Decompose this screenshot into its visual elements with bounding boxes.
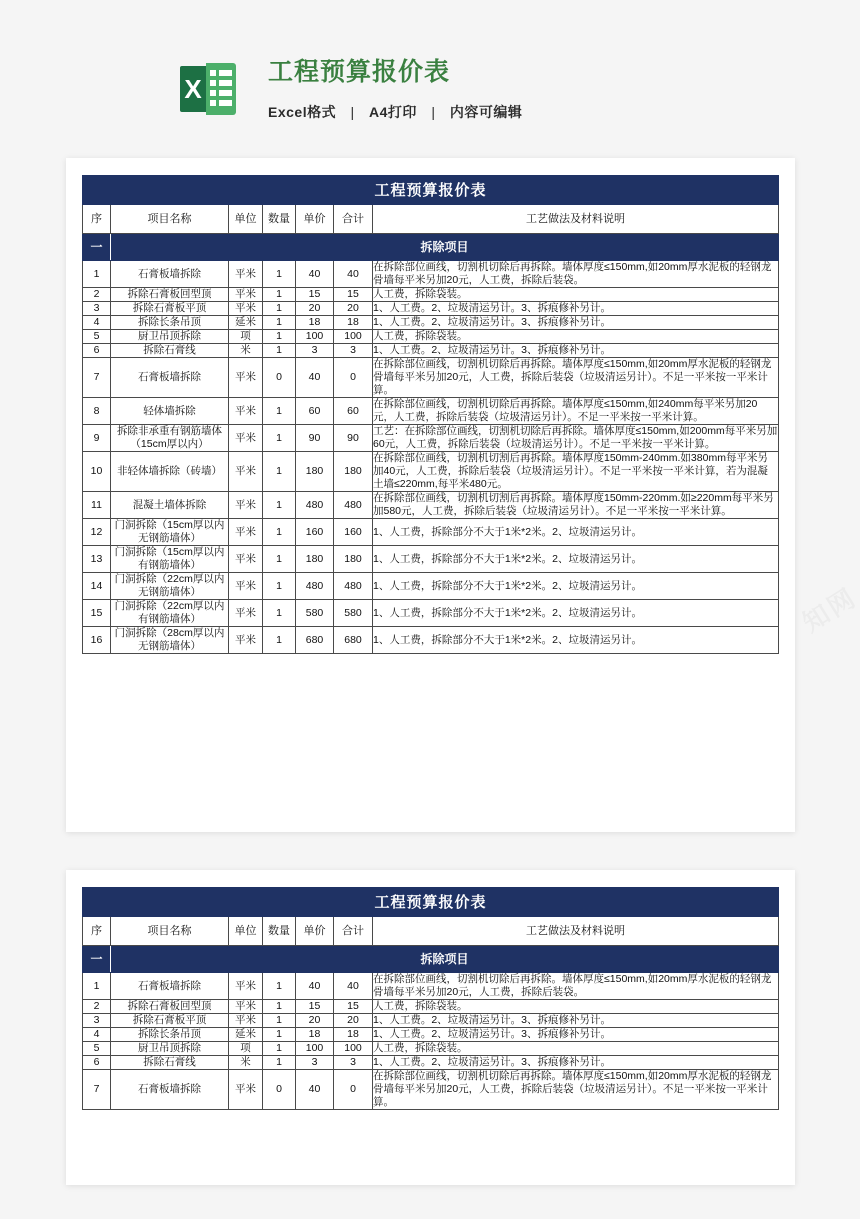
spreadsheet-sheet-2 (82, 887, 778, 1110)
cell-desc[interactable]: 1、人工费。2、垃圾清运另计。3、拆痕修补另计。 (373, 1028, 779, 1042)
cell-desc[interactable]: 在拆除部位画线，切割机切除后再拆除。墙体厚度≤150mm,如20mm厚水泥板的轻钢龙骨墙每平米另加20元，人工费，拆除后装袋（垃圾清运另计）。不足一平米按一平米计算。 (373, 1070, 779, 1110)
cell-qty[interactable]: 1 (263, 1042, 296, 1056)
cell-unit[interactable]: 平米 (229, 398, 263, 425)
cell-price[interactable]: 480 (296, 492, 334, 519)
cell-price[interactable]: 100 (296, 330, 334, 344)
excel-icon-grid-cell (219, 90, 232, 96)
section-label: 拆除项目 (111, 946, 779, 973)
cell-seq[interactable]: 3 (83, 1014, 111, 1028)
cell-sum[interactable]: 15 (334, 1000, 373, 1014)
cell-qty[interactable]: 1 (263, 973, 296, 1000)
table-row[interactable] (83, 1014, 779, 1028)
section-index: 一 (83, 946, 111, 973)
cell-desc[interactable]: 在拆除部位画线，切割机切割后再拆除。墙体厚度150mm-240mm.如380mm每平米另加40元，人工费，拆除后装袋（垃圾清运另计）。不足一平米按一平米计算，若为混凝土墙≤220mm,每平米480元。 (373, 452, 779, 492)
cell-name[interactable]: 拆除长条吊顶 (111, 316, 229, 330)
cell-qty[interactable]: 0 (263, 358, 296, 398)
excel-file-icon (180, 63, 236, 115)
cell-desc[interactable]: 在拆除部位画线，切割机切除后再拆除。墙体厚度≤150mm,如20mm厚水泥板的轻钢龙骨墙每平米另加20元，人工费，拆除后装袋。 (373, 973, 779, 1000)
cell-qty[interactable]: 1 (263, 573, 296, 600)
column-header-qty: 数量 (263, 917, 296, 946)
cell-name[interactable]: 拆除石膏板回型顶 (111, 288, 229, 302)
watermark (795, 577, 860, 639)
cell-desc[interactable]: 在拆除部位画线，切割机切除后再拆除。墙体厚度≤150mm,如240mm每平米另加20元，人工费，拆除后装袋（垃圾清运另计）。不足一平米按一平米计算。 (373, 398, 779, 425)
cell-desc[interactable]: 1、人工费。2、垃圾清运另计。3、拆痕修补另计。 (373, 1014, 779, 1028)
cell-sum[interactable]: 180 (334, 546, 373, 573)
preview-page-2 (66, 870, 795, 1185)
cell-name[interactable]: 拆除石膏板回型顶 (111, 1000, 229, 1014)
cell-seq[interactable]: 3 (83, 302, 111, 316)
cell-seq[interactable]: 4 (83, 1028, 111, 1042)
cell-price[interactable]: 3 (296, 344, 334, 358)
column-header-name: 项目名称 (111, 205, 229, 234)
table-row[interactable] (83, 1042, 779, 1056)
excel-icon-grid-cell (219, 100, 232, 106)
cell-price[interactable]: 480 (296, 573, 334, 600)
cell-price[interactable]: 40 (296, 261, 334, 288)
cell-unit[interactable]: 平米 (229, 492, 263, 519)
cell-desc[interactable]: 1、人工费，拆除部分不大于1米*2米。2、垃圾清运另计。 (373, 573, 779, 600)
cell-seq[interactable]: 6 (83, 1056, 111, 1070)
section-label: 拆除项目 (111, 234, 779, 261)
cell-name[interactable]: 厨卫吊顶拆除 (111, 330, 229, 344)
cell-name[interactable]: 拆除石膏板平顶 (111, 302, 229, 316)
cell-seq[interactable]: 4 (83, 316, 111, 330)
cell-unit[interactable]: 平米 (229, 302, 263, 316)
cell-name[interactable]: 石膏板墙拆除 (111, 358, 229, 398)
page-subtitle (268, 102, 522, 122)
table-title: 工程预算报价表 (83, 176, 779, 205)
table-row[interactable] (83, 288, 779, 302)
cell-price[interactable]: 60 (296, 398, 334, 425)
cell-price[interactable]: 90 (296, 425, 334, 452)
section-row (83, 234, 779, 261)
table-row[interactable] (83, 573, 779, 600)
table-row[interactable] (83, 1028, 779, 1042)
cell-price[interactable]: 15 (296, 288, 334, 302)
cell-price[interactable]: 20 (296, 1014, 334, 1028)
cell-desc[interactable]: 1、人工费。2、垃圾清运另计。3、拆痕修补另计。 (373, 302, 779, 316)
meta-editable: 内容可编辑 (449, 104, 523, 120)
cell-name[interactable]: 轻体墙拆除 (111, 398, 229, 425)
cell-qty[interactable]: 1 (263, 330, 296, 344)
cell-qty[interactable]: 1 (263, 316, 296, 330)
table-row[interactable] (83, 492, 779, 519)
cell-desc[interactable]: 人工费，拆除袋装。 (373, 1042, 779, 1056)
page-header (0, 0, 860, 150)
column-header-unit: 单位 (229, 917, 263, 946)
quote-table-body-2 (83, 888, 779, 1110)
cell-qty[interactable]: 1 (263, 1000, 296, 1014)
cell-seq[interactable]: 5 (83, 330, 111, 344)
header-title-block (268, 56, 522, 122)
page-title: 工程预算报价表 (268, 58, 451, 86)
cell-qty[interactable]: 1 (263, 398, 296, 425)
table-row[interactable] (83, 316, 779, 330)
column-header-desc: 工艺做法及材料说明 (373, 917, 779, 946)
column-header-qty: 数量 (263, 205, 296, 234)
cell-price[interactable]: 180 (296, 546, 334, 573)
cell-name[interactable]: 混凝土墙体拆除 (111, 492, 229, 519)
cell-name[interactable]: 厨卫吊顶拆除 (111, 1042, 229, 1056)
cell-qty[interactable]: 1 (263, 600, 296, 627)
cell-name[interactable]: 拆除石膏板平顶 (111, 1014, 229, 1028)
cell-unit[interactable]: 平米 (229, 1000, 263, 1014)
table-row[interactable] (83, 302, 779, 316)
cell-sum[interactable]: 580 (334, 600, 373, 627)
cell-name[interactable]: 石膏板墙拆除 (111, 1070, 229, 1110)
cell-price[interactable]: 680 (296, 627, 334, 654)
cell-seq[interactable]: 13 (83, 546, 111, 573)
table-row[interactable] (83, 425, 779, 452)
cell-price[interactable]: 40 (296, 1070, 334, 1110)
cell-sum[interactable]: 18 (334, 1028, 373, 1042)
cell-unit[interactable]: 项 (229, 1042, 263, 1056)
cell-unit[interactable]: 延米 (229, 1028, 263, 1042)
cell-sum[interactable]: 20 (334, 1014, 373, 1028)
cell-price[interactable]: 100 (296, 1042, 334, 1056)
cell-qty[interactable]: 1 (263, 452, 296, 492)
table-title-row (83, 888, 779, 917)
cell-seq[interactable]: 6 (83, 344, 111, 358)
cell-unit[interactable]: 平米 (229, 261, 263, 288)
cell-unit[interactable]: 平米 (229, 452, 263, 492)
cell-desc[interactable]: 在拆除部位画线，切割机切割后再拆除。墙体厚度150mm-220mm.如≥220mm每平米另加580元，人工费，拆除后装袋（垃圾清运另计）。不足一平米按一平米计算。 (373, 492, 779, 519)
cell-sum[interactable]: 160 (334, 519, 373, 546)
cell-seq[interactable]: 5 (83, 1042, 111, 1056)
cell-price[interactable]: 160 (296, 519, 334, 546)
cell-unit[interactable]: 平米 (229, 425, 263, 452)
column-header-desc: 工艺做法及材料说明 (373, 205, 779, 234)
cell-desc[interactable]: 1、人工费，拆除部分不大于1米*2米。2、垃圾清运另计。 (373, 627, 779, 654)
cell-unit[interactable]: 平米 (229, 288, 263, 302)
cell-sum[interactable]: 680 (334, 627, 373, 654)
cell-qty[interactable]: 1 (263, 546, 296, 573)
table-row[interactable] (83, 627, 779, 654)
cell-sum[interactable]: 480 (334, 573, 373, 600)
cell-price[interactable]: 18 (296, 316, 334, 330)
cell-desc[interactable]: 1、人工费。2、垃圾清运另计。3、拆痕修补另计。 (373, 1056, 779, 1070)
cell-name[interactable]: 拆除石膏线 (111, 344, 229, 358)
cell-seq[interactable]: 8 (83, 398, 111, 425)
cell-qty[interactable]: 1 (263, 492, 296, 519)
cell-name[interactable]: 门洞拆除（22cm厚以内无钢筋墙体） (111, 573, 229, 600)
cell-sum[interactable]: 20 (334, 302, 373, 316)
cell-price[interactable]: 40 (296, 973, 334, 1000)
column-header-seq: 序 (83, 205, 111, 234)
cell-qty[interactable]: 1 (263, 288, 296, 302)
cell-name[interactable]: 石膏板墙拆除 (111, 261, 229, 288)
table-row[interactable] (83, 261, 779, 288)
cell-sum[interactable]: 100 (334, 330, 373, 344)
cell-seq[interactable]: 1 (83, 973, 111, 1000)
table-row[interactable] (83, 600, 779, 627)
cell-qty[interactable]: 1 (263, 627, 296, 654)
cell-price[interactable]: 15 (296, 1000, 334, 1014)
cell-seq[interactable]: 10 (83, 452, 111, 492)
cell-sum[interactable]: 480 (334, 492, 373, 519)
cell-qty[interactable]: 1 (263, 1056, 296, 1070)
cell-qty[interactable]: 1 (263, 261, 296, 288)
column-header-sum: 合计 (334, 917, 373, 946)
excel-icon-grid-cell (210, 70, 216, 76)
column-header-price: 单价 (296, 917, 334, 946)
cell-qty[interactable]: 1 (263, 1014, 296, 1028)
cell-price[interactable]: 20 (296, 302, 334, 316)
excel-icon-right-panel (206, 63, 236, 115)
cell-sum[interactable]: 18 (334, 316, 373, 330)
cell-price[interactable]: 180 (296, 452, 334, 492)
table-title: 工程预算报价表 (83, 888, 779, 917)
cell-name[interactable]: 门洞拆除（28cm厚以内无钢筋墙体） (111, 627, 229, 654)
excel-icon-grid-cell (210, 90, 216, 96)
cell-price[interactable]: 580 (296, 600, 334, 627)
table-row[interactable] (83, 973, 779, 1000)
excel-icon-grid-cell (219, 70, 232, 76)
cell-desc[interactable]: 1、人工费，拆除部分不大于1米*2米。2、垃圾清运另计。 (373, 519, 779, 546)
cell-name[interactable]: 门洞拆除（15cm厚以内无钢筋墙体） (111, 519, 229, 546)
spreadsheet-sheet-1 (82, 175, 778, 654)
cell-seq[interactable]: 9 (83, 425, 111, 452)
column-header-name: 项目名称 (111, 917, 229, 946)
cell-unit[interactable]: 平米 (229, 358, 263, 398)
cell-desc[interactable]: 1、人工费。2、垃圾清运另计。3、拆痕修补另计。 (373, 316, 779, 330)
meta-format: Excel格式 (268, 104, 337, 120)
quote-table-2 (82, 887, 779, 1110)
table-row[interactable] (83, 452, 779, 492)
quote-table-1 (82, 175, 779, 654)
cell-sum[interactable]: 180 (334, 452, 373, 492)
cell-price[interactable]: 3 (296, 1056, 334, 1070)
cell-sum[interactable]: 3 (334, 344, 373, 358)
cell-seq[interactable]: 14 (83, 573, 111, 600)
cell-price[interactable]: 18 (296, 1028, 334, 1042)
cell-qty[interactable]: 0 (263, 1070, 296, 1110)
quote-table-body-1 (83, 176, 779, 654)
table-row[interactable] (83, 344, 779, 358)
table-row[interactable] (83, 546, 779, 573)
cell-name[interactable]: 非轻体墙拆除（砖墙） (111, 452, 229, 492)
cell-name[interactable]: 拆除石膏线 (111, 1056, 229, 1070)
section-row (83, 946, 779, 973)
table-header-row (83, 917, 779, 946)
cell-sum[interactable]: 0 (334, 358, 373, 398)
cell-desc[interactable]: 工艺：在拆除部位画线，切割机切除后再拆除。墙体厚度≤150mm,如200mm每平米另加60元，人工费，拆除后装袋（垃圾清运另计）。不足一平米按一平米计算。 (373, 425, 778, 450)
cell-sum[interactable]: 60 (334, 398, 373, 425)
section-index: 一 (83, 234, 111, 261)
cell-unit[interactable]: 平米 (229, 627, 263, 654)
cell-qty[interactable]: 1 (263, 344, 296, 358)
table-header-row (83, 205, 779, 234)
cell-desc[interactable]: 人工费，拆除袋装。 (373, 330, 779, 344)
cell-qty[interactable]: 1 (263, 519, 296, 546)
cell-seq[interactable]: 7 (83, 358, 111, 398)
table-row[interactable] (83, 1070, 779, 1110)
cell-seq[interactable]: 12 (83, 519, 111, 546)
table-row[interactable] (83, 519, 779, 546)
cell-seq[interactable]: 2 (83, 1000, 111, 1014)
table-row[interactable] (83, 1056, 779, 1070)
cell-unit[interactable]: 项 (229, 330, 263, 344)
cell-desc[interactable]: 在拆除部位画线，切割机切除后再拆除。墙体厚度≤150mm,如20mm厚水泥板的轻钢龙骨墙每平米另加20元，人工费，拆除后装袋（垃圾清运另计）。不足一平米按一平米计算。 (373, 358, 779, 398)
meta-separator: | (431, 104, 436, 120)
cell-sum[interactable]: 100 (334, 1042, 373, 1056)
column-header-unit: 单位 (229, 205, 263, 234)
cell-seq[interactable]: 16 (83, 627, 111, 654)
cell-desc[interactable]: 1、人工费，拆除部分不大于1米*2米。2、垃圾清运另计。 (373, 600, 779, 627)
cell-qty[interactable]: 1 (263, 1028, 296, 1042)
cell-name[interactable]: 石膏板墙拆除 (111, 973, 229, 1000)
cell-name[interactable]: 门洞拆除（22cm厚以内有钢筋墙体） (111, 600, 229, 627)
cell-desc[interactable]: 人工费，拆除袋装。 (373, 288, 779, 302)
excel-icon-left-panel (180, 66, 206, 112)
cell-desc[interactable]: 1、人工费，拆除部分不大于1米*2米。2、垃圾清运另计。 (373, 546, 779, 573)
cell-desc[interactable]: 在拆除部位画线，切割机切除后再拆除。墙体厚度≤150mm,如20mm厚水泥板的轻钢龙骨墙每平米另加20元，人工费，拆除后装袋。 (373, 261, 779, 288)
cell-qty[interactable]: 1 (263, 302, 296, 316)
cell-desc[interactable]: 1、人工费。2、垃圾清运另计。3、拆痕修补另计。 (373, 344, 779, 358)
cell-unit[interactable]: 平米 (229, 973, 263, 1000)
table-row[interactable] (83, 358, 779, 398)
excel-icon-letter: X (184, 74, 202, 104)
table-title-row (83, 176, 779, 205)
table-row[interactable] (83, 330, 779, 344)
cell-desc[interactable]: 人工费，拆除袋装。 (373, 1000, 779, 1014)
cell-unit[interactable]: 米 (229, 1056, 263, 1070)
table-row[interactable] (83, 398, 779, 425)
cell-sum[interactable]: 0 (334, 1070, 373, 1110)
cell-unit[interactable]: 米 (229, 344, 263, 358)
cell-unit[interactable]: 平米 (229, 1014, 263, 1028)
cell-name[interactable]: 拆除非承重有钢筋墙体（15cm厚以内） (111, 425, 229, 452)
cell-seq[interactable]: 11 (83, 492, 111, 519)
cell-unit[interactable]: 平米 (229, 573, 263, 600)
cell-sum[interactable]: 15 (334, 288, 373, 302)
cell-unit[interactable]: 平米 (229, 546, 263, 573)
column-header-price: 单价 (296, 205, 334, 234)
cell-name[interactable]: 拆除长条吊顶 (111, 1028, 229, 1042)
cell-seq[interactable]: 15 (83, 600, 111, 627)
excel-icon-grid-cell (210, 100, 216, 106)
excel-icon-grid-cell (219, 80, 232, 86)
cell-sum[interactable]: 40 (334, 973, 373, 1000)
column-header-sum: 合计 (334, 205, 373, 234)
table-row[interactable] (83, 1000, 779, 1014)
cell-unit[interactable]: 延米 (229, 316, 263, 330)
cell-name[interactable]: 门洞拆除（15cm厚以内有钢筋墙体） (111, 546, 229, 573)
preview-page-1 (66, 158, 795, 832)
cell-sum[interactable]: 90 (334, 425, 373, 452)
column-header-seq: 序 (83, 917, 111, 946)
cell-sum[interactable]: 3 (334, 1056, 373, 1070)
cell-seq[interactable]: 1 (83, 261, 111, 288)
cell-seq[interactable]: 2 (83, 288, 111, 302)
meta-separator: | (350, 104, 355, 120)
cell-unit[interactable]: 平米 (229, 519, 263, 546)
cell-sum[interactable]: 40 (334, 261, 373, 288)
cell-qty[interactable]: 1 (263, 425, 296, 452)
cell-price[interactable]: 40 (296, 358, 334, 398)
meta-print: A4打印 (369, 104, 417, 120)
cell-unit[interactable]: 平米 (229, 600, 263, 627)
cell-seq[interactable]: 7 (83, 1070, 111, 1110)
cell-unit[interactable]: 平米 (229, 1070, 263, 1110)
excel-icon-grid-cell (210, 80, 216, 86)
